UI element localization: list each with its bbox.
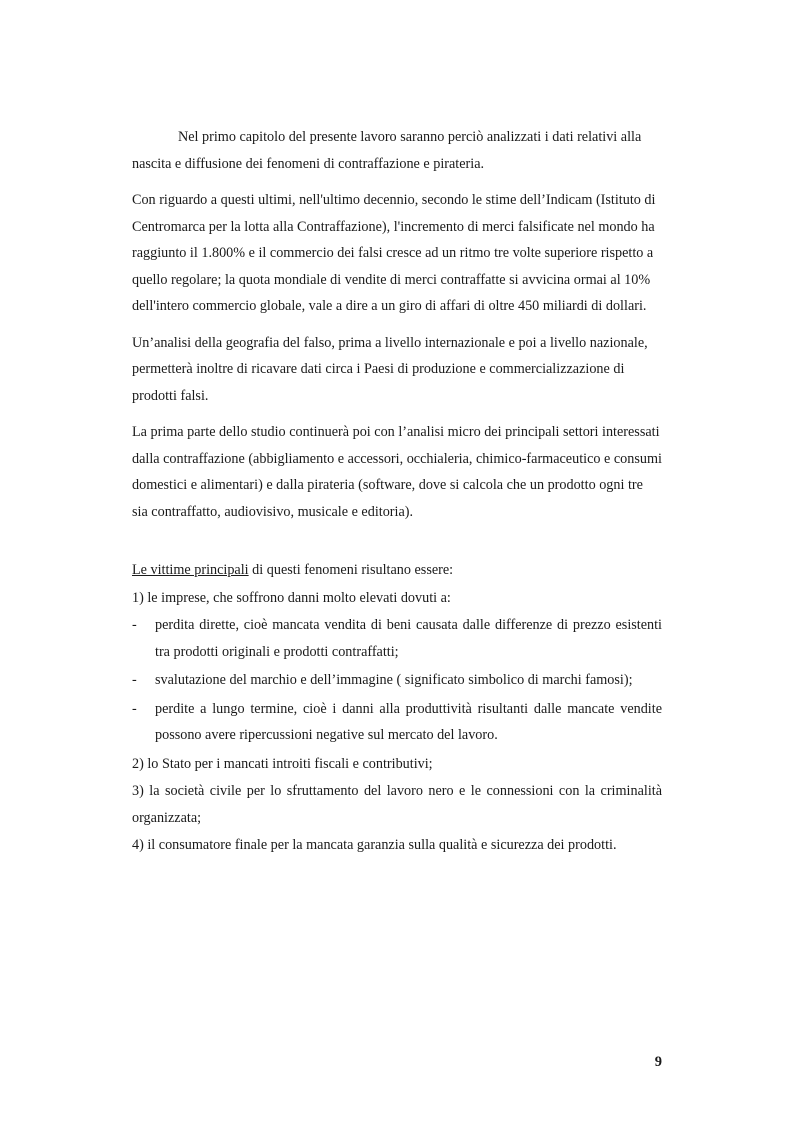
victims-item-civil-society: 3) la società civile per lo sfruttamento del lavoro nero e le connessioni con la criminalità organizzata;	[132, 783, 662, 826]
document-body	[132, 124, 662, 860]
victims-intro	[132, 557, 662, 584]
paragraph-indicam-statistics: Con riguardo a questi ultimi, nell'ultimo decennio, secondo le stime dell’Indicam (Istituto di Centromarca per la lotta alla Contraffazione), l'incremento di merci falsificate nel mondo ha raggiunto il 1.800% e il commercio dei falsi cresce ad un ritmo tre volte superiore rispetto a quello regolare; la quota mondiale di vendite di merci contraffatte si avvicina ormai al 10% dell'intero commercio globale, vale a dire a un giro di affari di oltre 450 miliardi di dollari.	[132, 192, 656, 314]
section-spacer	[132, 535, 662, 557]
list-dash: -	[132, 617, 137, 633]
damage-item-text: perdita dirette, cioè mancata vendita di beni causata dalle differenze di prezzo esistenti tra prodotti originali e prodotti contraffatti;	[155, 617, 662, 660]
victims-intro-underlined: Le vittime principali	[132, 562, 249, 578]
paragraph-intro: Nel primo capitolo del presente lavoro saranno perciò analizzati i dati relativi alla nascita e diffusione dei fenomeni di contraffazione e pirateria.	[132, 129, 642, 172]
paragraph-sector-analysis: La prima parte dello studio continuerà poi con l’analisi micro dei principali settori interessati dalla contraffazione (abbigliamento e accessori, occhialeria, chimico-farmaceutico e consumi domestici e alimentari) e dalla pirateria (software, dove si calcola che un prodotto ogni tre sia contraffatto, audiovisivo, musicale e editoria).	[132, 424, 662, 520]
victims-item-state: 2) lo Stato per i mancati introiti fiscali e contributivi;	[132, 755, 433, 772]
victims-item-companies: 1) le imprese, che soffrono danni molto elevati dovuti a:	[132, 589, 451, 606]
victims-item-consumer: 4) il consumatore finale per la mancata garanzia sulla qualità e sicurezza dei prodotti.	[132, 837, 617, 853]
companies-damage-list	[132, 612, 662, 749]
damage-item-direct-losses	[132, 612, 662, 665]
list-dash: -	[132, 700, 137, 717]
damage-item-brand-devaluation	[132, 667, 662, 694]
paragraph-geography: Un’analisi della geografia del falso, prima a livello internazionale e poi a livello nazionale, permetterà inoltre di ricavare dati circa i Paesi di produzione e commercializzazione di prodotti falsi.	[132, 334, 648, 404]
damage-item-text: perdite a lungo termine, cioè i danni alla produttività risultanti dalle mancate vendite possono avere ripercussioni negative sul mercato del lavoro.	[155, 700, 662, 743]
damage-item-text: svalutazione del marchio e dell’immagine ( significato simbolico di marchi famosi);	[155, 672, 633, 688]
victims-intro-rest: di questi fenomeni risultano essere:	[248, 562, 454, 578]
page-number: 9	[654, 1054, 662, 1070]
damage-item-long-term-losses	[132, 696, 662, 749]
list-dash: -	[132, 672, 137, 688]
